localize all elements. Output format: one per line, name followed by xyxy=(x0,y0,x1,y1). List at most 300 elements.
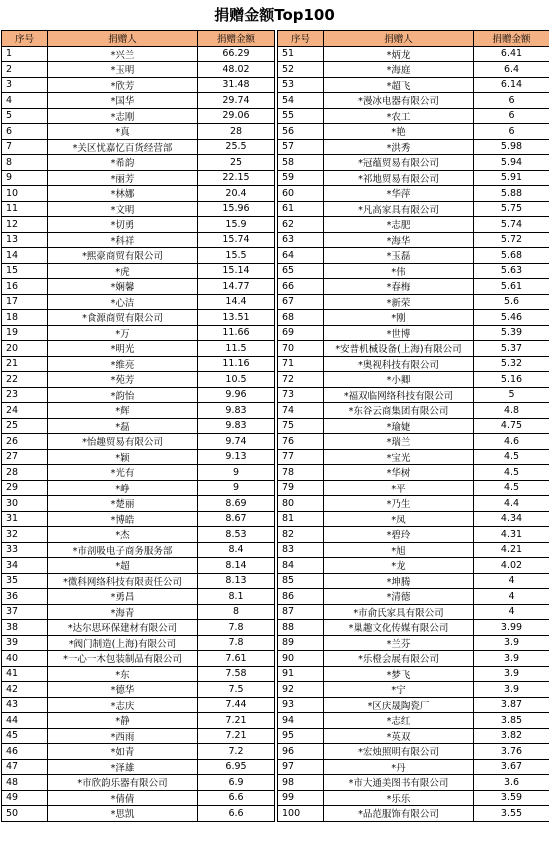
table-row xyxy=(2,790,275,806)
table-row xyxy=(278,465,549,481)
table-row xyxy=(2,139,275,155)
rank-cell: 47 xyxy=(2,759,48,775)
rank-cell: 9 xyxy=(2,170,48,186)
amount-cell: 20.4 xyxy=(198,186,275,202)
donor-cell: *冠蕴贸易有限公司 xyxy=(324,155,474,171)
rank-cell: 26 xyxy=(2,434,48,450)
table-row xyxy=(278,651,549,667)
amount-cell: 6.6 xyxy=(198,806,275,822)
rank-cell: 70 xyxy=(278,341,324,357)
amount-cell: 7.8 xyxy=(198,620,275,636)
table-row xyxy=(278,356,549,372)
donor-cell: *切勇 xyxy=(48,217,198,233)
amount-cell: 11.5 xyxy=(198,341,275,357)
donor-cell: *泽雄 xyxy=(48,759,198,775)
rank-cell: 88 xyxy=(278,620,324,636)
amount-cell: 3.67 xyxy=(474,759,549,775)
amount-cell: 5.32 xyxy=(474,356,549,372)
amount-cell: 4 xyxy=(474,589,549,605)
table-row xyxy=(278,682,549,698)
donor-cell: *欣芳 xyxy=(48,77,198,93)
rank-cell: 91 xyxy=(278,666,324,682)
donor-cell: *怡趣贸易有限公司 xyxy=(48,434,198,450)
donor-cell: *明光 xyxy=(48,341,198,357)
donor-cell: *碧玲 xyxy=(324,527,474,543)
donor-cell: *志肥 xyxy=(324,217,474,233)
table-row xyxy=(278,217,549,233)
table-row xyxy=(278,542,549,558)
rank-cell: 32 xyxy=(2,527,48,543)
rank-cell: 58 xyxy=(278,155,324,171)
amount-cell: 3.85 xyxy=(474,713,549,729)
rank-cell: 97 xyxy=(278,759,324,775)
amount-cell: 4.34 xyxy=(474,511,549,527)
table-row xyxy=(2,759,275,775)
rank-cell: 86 xyxy=(278,589,324,605)
amount-cell: 7.5 xyxy=(198,682,275,698)
donor-cell: *万 xyxy=(48,325,198,341)
amount-cell: 9 xyxy=(198,480,275,496)
table-row xyxy=(278,77,549,93)
donor-cell: *超飞 xyxy=(324,77,474,93)
amount-cell: 15.74 xyxy=(198,232,275,248)
donor-cell: *新荣 xyxy=(324,294,474,310)
donor-cell: *清德 xyxy=(324,589,474,605)
donor-cell: *艳 xyxy=(324,124,474,140)
table-row xyxy=(2,573,275,589)
donor-cell: *宁 xyxy=(324,682,474,698)
amount-cell: 13.51 xyxy=(198,310,275,326)
rank-cell: 53 xyxy=(278,77,324,93)
rank-cell: 64 xyxy=(278,248,324,264)
amount-cell: 6 xyxy=(474,124,549,140)
table-row xyxy=(278,372,549,388)
rank-cell: 57 xyxy=(278,139,324,155)
table-row xyxy=(2,449,275,465)
donor-cell: *奥视科技有限公司 xyxy=(324,356,474,372)
amount-cell: 10.5 xyxy=(198,372,275,388)
donor-cell: *洪秀 xyxy=(324,139,474,155)
amount-cell: 8.67 xyxy=(198,511,275,527)
amount-cell: 4.6 xyxy=(474,434,549,450)
table-row xyxy=(2,248,275,264)
rank-cell: 31 xyxy=(2,511,48,527)
donor-cell: *真 xyxy=(48,124,198,140)
rank-cell: 39 xyxy=(2,635,48,651)
rank-cell: 22 xyxy=(2,372,48,388)
amount-cell: 7.44 xyxy=(198,697,275,713)
donor-cell: *虎 xyxy=(48,263,198,279)
amount-cell: 7.8 xyxy=(198,635,275,651)
donor-cell: *市俞氏家具有限公司 xyxy=(324,604,474,620)
table-row xyxy=(278,341,549,357)
rank-cell: 55 xyxy=(278,108,324,124)
table-row xyxy=(2,310,275,326)
rank-cell: 71 xyxy=(278,356,324,372)
donor-cell: *玉明 xyxy=(48,62,198,78)
rank-cell: 7 xyxy=(2,139,48,155)
donor-cell: *如青 xyxy=(48,744,198,760)
amount-cell: 4.5 xyxy=(474,449,549,465)
table-row xyxy=(278,604,549,620)
donor-cell: *东谷云商集团有限公司 xyxy=(324,403,474,419)
donor-cell: *娴馨 xyxy=(48,279,198,295)
rank-cell: 87 xyxy=(278,604,324,620)
amount-cell: 8.53 xyxy=(198,527,275,543)
rank-cell: 69 xyxy=(278,325,324,341)
donor-cell: *静 xyxy=(48,713,198,729)
header-row xyxy=(2,31,275,47)
table-row xyxy=(2,294,275,310)
table-row xyxy=(278,775,549,791)
donor-cell: *一心一木包装制品有限公司 xyxy=(48,651,198,667)
donor-cell: *龙 xyxy=(324,558,474,574)
donor-cell: *峥 xyxy=(48,480,198,496)
table-row xyxy=(278,279,549,295)
amount-cell: 4 xyxy=(474,573,549,589)
donor-cell: *国华 xyxy=(48,93,198,109)
rank-cell: 98 xyxy=(278,775,324,791)
rank-header: 序号 xyxy=(278,31,324,47)
amount-cell: 3.99 xyxy=(474,620,549,636)
amount-cell: 7.21 xyxy=(198,728,275,744)
donor-cell: *伟 xyxy=(324,263,474,279)
donor-cell: *宝光 xyxy=(324,449,474,465)
amount-cell: 7.61 xyxy=(198,651,275,667)
rank-cell: 49 xyxy=(2,790,48,806)
amount-cell: 6.4 xyxy=(474,62,549,78)
rank-cell: 67 xyxy=(278,294,324,310)
donor-cell: *瑞兰 xyxy=(324,434,474,450)
rank-cell: 76 xyxy=(278,434,324,450)
amount-header: 捐赠金额 xyxy=(474,31,549,47)
amount-cell: 9.83 xyxy=(198,418,275,434)
rank-cell: 75 xyxy=(278,418,324,434)
amount-cell: 9.96 xyxy=(198,387,275,403)
rank-cell: 36 xyxy=(2,589,48,605)
donor-cell: *炳龙 xyxy=(324,46,474,62)
rank-cell: 8 xyxy=(2,155,48,171)
donor-header: 捐赠人 xyxy=(324,31,474,47)
amount-cell: 22.15 xyxy=(198,170,275,186)
donor-cell: *辉 xyxy=(48,403,198,419)
amount-cell: 7.58 xyxy=(198,666,275,682)
rank-cell: 27 xyxy=(2,449,48,465)
amount-cell: 15.96 xyxy=(198,201,275,217)
donor-cell: *志刚 xyxy=(48,108,198,124)
amount-cell: 6 xyxy=(474,108,549,124)
table-row xyxy=(278,62,549,78)
donor-cell: *熙豪商贸有限公司 xyxy=(48,248,198,264)
table-row xyxy=(278,713,549,729)
table-row xyxy=(278,418,549,434)
amount-cell: 11.66 xyxy=(198,325,275,341)
table-row xyxy=(2,186,275,202)
rank-cell: 20 xyxy=(2,341,48,357)
rank-cell: 100 xyxy=(278,806,324,822)
rank-cell: 45 xyxy=(2,728,48,744)
donor-cell: *西雨 xyxy=(48,728,198,744)
donor-cell: *华树 xyxy=(324,465,474,481)
amount-cell: 29.06 xyxy=(198,108,275,124)
rank-cell: 14 xyxy=(2,248,48,264)
rank-cell: 13 xyxy=(2,232,48,248)
donor-cell: *海庭 xyxy=(324,62,474,78)
rank-cell: 59 xyxy=(278,170,324,186)
amount-cell: 9.13 xyxy=(198,449,275,465)
amount-cell: 5.74 xyxy=(474,217,549,233)
table-row xyxy=(2,232,275,248)
donor-cell: *乐乐 xyxy=(324,790,474,806)
table-row xyxy=(278,511,549,527)
donor-cell: *颖 xyxy=(48,449,198,465)
donor-cell: *丽芳 xyxy=(48,170,198,186)
table-row xyxy=(278,108,549,124)
amount-cell: 4.21 xyxy=(474,542,549,558)
amount-cell: 8.4 xyxy=(198,542,275,558)
donor-cell: *倩倩 xyxy=(48,790,198,806)
rank-cell: 29 xyxy=(2,480,48,496)
header-row xyxy=(278,31,549,47)
page-title: 捐赠金额Top100 xyxy=(214,6,335,24)
rank-cell: 46 xyxy=(2,744,48,760)
table-row xyxy=(2,697,275,713)
amount-cell: 25 xyxy=(198,155,275,171)
donor-cell: *凡高家具有限公司 xyxy=(324,201,474,217)
donor-cell: *丹 xyxy=(324,759,474,775)
amount-cell: 5.94 xyxy=(474,155,549,171)
amount-cell: 5.37 xyxy=(474,341,549,357)
donor-cell: *福双临网络科技有限公司 xyxy=(324,387,474,403)
rank-cell: 94 xyxy=(278,713,324,729)
donor-cell: *超 xyxy=(48,558,198,574)
amount-cell: 9 xyxy=(198,465,275,481)
amount-cell: 11.16 xyxy=(198,356,275,372)
amount-cell: 5.91 xyxy=(474,170,549,186)
amount-cell: 3.87 xyxy=(474,697,549,713)
table-row xyxy=(2,170,275,186)
table-row xyxy=(2,527,275,543)
amount-cell: 3.9 xyxy=(474,651,549,667)
rank-cell: 12 xyxy=(2,217,48,233)
donor-cell: *华萍 xyxy=(324,186,474,202)
table-row xyxy=(278,186,549,202)
rank-cell: 41 xyxy=(2,666,48,682)
table-row xyxy=(2,651,275,667)
amount-cell: 7.21 xyxy=(198,713,275,729)
rank-cell: 99 xyxy=(278,790,324,806)
rank-cell: 68 xyxy=(278,310,324,326)
amount-cell: 5 xyxy=(474,387,549,403)
table-row xyxy=(2,713,275,729)
donor-cell: *苑芳 xyxy=(48,372,198,388)
table-row xyxy=(2,806,275,822)
amount-cell: 5.72 xyxy=(474,232,549,248)
table-row xyxy=(2,511,275,527)
amount-cell: 3.76 xyxy=(474,744,549,760)
amount-cell: 9.74 xyxy=(198,434,275,450)
rank-cell: 56 xyxy=(278,124,324,140)
donor-cell: *平 xyxy=(324,480,474,496)
table-row xyxy=(278,124,549,140)
amount-cell: 5.16 xyxy=(474,372,549,388)
rank-cell: 63 xyxy=(278,232,324,248)
amount-cell: 15.5 xyxy=(198,248,275,264)
table-row xyxy=(278,697,549,713)
rank-cell: 35 xyxy=(2,573,48,589)
rank-cell: 42 xyxy=(2,682,48,698)
donor-cell: *志红 xyxy=(324,713,474,729)
amount-cell: 15.9 xyxy=(198,217,275,233)
donor-cell: *宏烛照明有限公司 xyxy=(324,744,474,760)
rank-cell: 77 xyxy=(278,449,324,465)
donor-cell: *科祥 xyxy=(48,232,198,248)
table-row xyxy=(2,263,275,279)
donor-cell: *微科网络科技有限责任公司 xyxy=(48,573,198,589)
rank-cell: 61 xyxy=(278,201,324,217)
table-row xyxy=(278,589,549,605)
amount-cell: 31.48 xyxy=(198,77,275,93)
donor-cell: *英双 xyxy=(324,728,474,744)
donor-cell: *祁地贸易有限公司 xyxy=(324,170,474,186)
amount-cell: 5.75 xyxy=(474,201,549,217)
donor-cell: *文明 xyxy=(48,201,198,217)
rank-cell: 6 xyxy=(2,124,48,140)
table-row xyxy=(2,372,275,388)
donor-cell: *博皓 xyxy=(48,511,198,527)
donor-cell: *农工 xyxy=(324,108,474,124)
table-row xyxy=(2,155,275,171)
donor-cell: *勇昌 xyxy=(48,589,198,605)
table-row xyxy=(2,77,275,93)
amount-cell: 6.14 xyxy=(474,77,549,93)
table-row xyxy=(278,666,549,682)
table-row xyxy=(2,434,275,450)
table-row xyxy=(278,558,549,574)
rank-cell: 25 xyxy=(2,418,48,434)
donor-cell: *楚丽 xyxy=(48,496,198,512)
rank-cell: 93 xyxy=(278,697,324,713)
rank-cell: 50 xyxy=(2,806,48,822)
rank-cell: 10 xyxy=(2,186,48,202)
amount-cell: 25.5 xyxy=(198,139,275,155)
donor-cell: *食源商贸有限公司 xyxy=(48,310,198,326)
table-row xyxy=(278,387,549,403)
table-row xyxy=(2,108,275,124)
amount-cell: 5.61 xyxy=(474,279,549,295)
rank-cell: 44 xyxy=(2,713,48,729)
amount-cell: 28 xyxy=(198,124,275,140)
table-row xyxy=(278,93,549,109)
amount-cell: 48.02 xyxy=(198,62,275,78)
amount-cell: 4.8 xyxy=(474,403,549,419)
donor-cell: *海华 xyxy=(324,232,474,248)
donor-cell: *关区忧嘉忆百货经营部 xyxy=(48,139,198,155)
rank-cell: 1 xyxy=(2,46,48,62)
table-row xyxy=(278,434,549,450)
amount-cell: 14.4 xyxy=(198,294,275,310)
rank-cell: 54 xyxy=(278,93,324,109)
rank-cell: 85 xyxy=(278,573,324,589)
amount-cell: 14.77 xyxy=(198,279,275,295)
amount-cell: 5.39 xyxy=(474,325,549,341)
rank-cell: 11 xyxy=(2,201,48,217)
table-row xyxy=(2,341,275,357)
donor-cell: *旭 xyxy=(324,542,474,558)
donor-cell: *瑜婕 xyxy=(324,418,474,434)
rank-cell: 82 xyxy=(278,527,324,543)
rank-cell: 83 xyxy=(278,542,324,558)
donor-cell: *梦飞 xyxy=(324,666,474,682)
table-row xyxy=(2,62,275,78)
table-row xyxy=(2,589,275,605)
table-row xyxy=(278,232,549,248)
amount-cell: 5.98 xyxy=(474,139,549,155)
table-row xyxy=(278,170,549,186)
rank-cell: 84 xyxy=(278,558,324,574)
table-row xyxy=(2,744,275,760)
amount-cell: 3.59 xyxy=(474,790,549,806)
donor-cell: *林娜 xyxy=(48,186,198,202)
donor-cell: *兰芬 xyxy=(324,635,474,651)
table-row xyxy=(2,604,275,620)
amount-cell: 4.31 xyxy=(474,527,549,543)
table-row xyxy=(278,155,549,171)
rank-cell: 66 xyxy=(278,279,324,295)
table-row xyxy=(2,496,275,512)
donor-cell: *市大通美图书有限公司 xyxy=(324,775,474,791)
donor-cell: *巢趣文化传媒有限公司 xyxy=(324,620,474,636)
table-row xyxy=(2,124,275,140)
amount-cell: 9.83 xyxy=(198,403,275,419)
table-row xyxy=(278,573,549,589)
amount-cell: 3.9 xyxy=(474,635,549,651)
rank-cell: 16 xyxy=(2,279,48,295)
amount-cell: 8.1 xyxy=(198,589,275,605)
table-row xyxy=(2,325,275,341)
amount-header: 捐赠金额 xyxy=(198,31,275,47)
donor-cell: *光有 xyxy=(48,465,198,481)
amount-cell: 6 xyxy=(474,93,549,109)
rank-cell: 2 xyxy=(2,62,48,78)
donor-cell: *凤 xyxy=(324,511,474,527)
donor-cell: *希韵 xyxy=(48,155,198,171)
table-row xyxy=(2,356,275,372)
rank-cell: 92 xyxy=(278,682,324,698)
donor-cell: *杰 xyxy=(48,527,198,543)
table-row xyxy=(278,46,549,62)
table-row xyxy=(2,465,275,481)
amount-cell: 7.2 xyxy=(198,744,275,760)
donor-cell: *阀门制造(上海)有限公司 xyxy=(48,635,198,651)
donor-cell: *品范服饰有限公司 xyxy=(324,806,474,822)
amount-cell: 5.63 xyxy=(474,263,549,279)
rank-cell: 51 xyxy=(278,46,324,62)
donor-cell: *东 xyxy=(48,666,198,682)
donor-cell: *心洁 xyxy=(48,294,198,310)
table-row xyxy=(2,666,275,682)
rank-cell: 95 xyxy=(278,728,324,744)
amount-cell: 6.9 xyxy=(198,775,275,791)
table-row xyxy=(2,217,275,233)
donor-cell: *乐橙会展有限公司 xyxy=(324,651,474,667)
rank-cell: 28 xyxy=(2,465,48,481)
donor-cell: *坤腾 xyxy=(324,573,474,589)
donor-cell: *刚 xyxy=(324,310,474,326)
table-row xyxy=(2,418,275,434)
table-row xyxy=(2,46,275,62)
donor-cell: *磊 xyxy=(48,418,198,434)
